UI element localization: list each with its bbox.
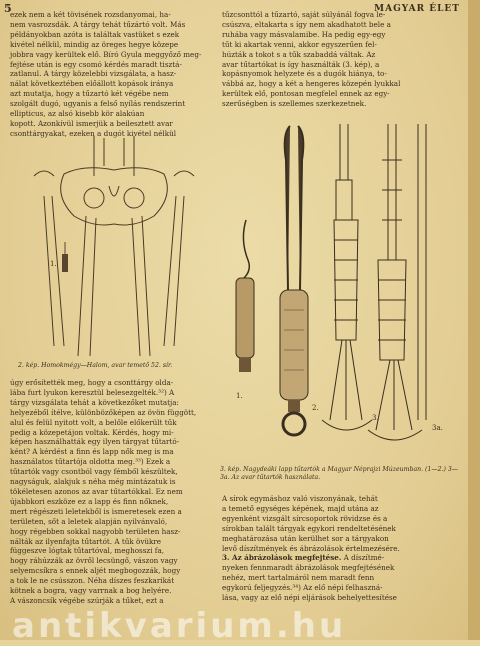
figure-2-mark-label: 1.: [50, 260, 57, 268]
text-column-right-top: [222, 10, 458, 109]
figure-3-needle-cases: [222, 120, 462, 466]
paragraph: úgy erősítették meg, hogy a csonttárgy olda- lába furt lyukon keresztül belesezgelték.³²) A tárgy vizsgálata tehát a következőket mutatja: helyezéből ítélve, különbözőképen az övön függött, alul és felül nyitott volt, a belőle előkerült tűk pedig a közepetájon voltak. Kérdés, hogy mi- képen használhatták egy ilyen tárgyat tűtartó- ként? A kérdést a finn és lapp nők meg is ma használatos tűtartója oldotta meg.³³) Ezek a tűtartók vagy csontból vagy fémből készültek, nagyságuk, alakjuk s néha még mintázatuk is tökéletesen azonos az avar tűtartókkal. Ez nem újabbkori eszköze ez a lapp és finn nőknek, mert régészeti leletekből is ismeretesek ezen a területen, sőt a leletek alapján nyilvánvaló, hogy régebben sokkal nagyobb területen hasz- nálták az ilyenfajta tűtartót. A tűk övükre függeszve lógtak tűtartóval, meghosszi fa, hogy ráhúzzák az övről lecsüngő, vászon vagy selyemcsíkra s ennek aljét megbogozzák, hogy a tok le ne csússzon. Néha díszes feszkarikát kötnek a bogra, vagy varrnak a bog helyére. A vászoncsík végébe szúrják a tűket, ezt a: [10, 378, 197, 605]
section-heading: 3. Az ábrázolások megfejtése.: [222, 553, 342, 563]
needle-case-1: [236, 220, 254, 400]
figure-3-caption: 3. kép. Nagydeáki lapp tűtartók a Magyar Néprajzi Múzeumban. (1—2.) 3—3a. Az avar tűtartók használata.: [220, 466, 458, 481]
text-column-right-bottom: [222, 494, 458, 603]
figure-2-skeleton-drawing: [24, 136, 204, 360]
usage-drawing-3a: [368, 124, 443, 440]
watermark-logo: antikvarium.hu: [12, 606, 347, 646]
svg-text:1.: 1.: [236, 392, 243, 400]
svg-text:2.: 2.: [312, 404, 319, 412]
svg-text:3a.: 3a.: [432, 424, 443, 432]
page-number: 5: [4, 2, 12, 15]
section-text: A díszítmé- nyeken fennmaradt ábrázolások megfejtésének nehéz, mert tartalmáról nem maradt fenn egykorú feljegyzés.³⁴) Az elő népi felhaszná- lása, vagy az elő népi eljárások behelyettesítése: [222, 553, 397, 603]
running-title: MAGYAR ÉLET: [374, 4, 460, 14]
usage-drawing-3: [322, 124, 379, 430]
section-paragraph: [222, 553, 458, 603]
text-column-left-top: [10, 10, 210, 139]
figure-2-caption: 2. kép. Homokmégy—Halom, avar temető 52. sír.: [18, 362, 173, 369]
page-edge: [468, 0, 480, 640]
paragraph: tűzcsonttól a tűzartó, saját súlyánál fogva le- csúszva, eltakarta s így nem akadhatott bele a ruhába vagy másvalamibe. Ha pedig egy-egy tűt ki akartak venni, akkor egyszerűen fel- húzták a tokot s a tűk szabaddá váltak. Az avar tűtartókat is így használták (3. kép), a kopásnyomok helyzete és a dugók hiánya, to- vábbá az, hogy a két a hengeres közepén lyukkal kerültek elő, pontosan megfelel ennek az egy- szerűségben is szellemes szerkezetnek.: [222, 10, 401, 109]
paragraph: A sírok egymáshoz való viszonyának, tehát a temető egységes képének, majd utána az egyenként vizsgált sírcsoportok rövidzse és a sírokban talált tárgyak egykori rendeltetésének meghatározása után kerülhet sor a tárgyakon levő díszítmények és ábrázolások értelmezésére.: [222, 494, 400, 553]
needle-case-2: [280, 126, 319, 435]
svg-text:3.: 3.: [372, 414, 379, 422]
text-column-left-bottom: [10, 378, 210, 606]
paragraph: ezek nem a két tövisének rozsdanyomai, ha- nem vasrozsdák. A tárgy tehát tűzártó volt. Más példányokban azóta is találtak vastüket s ezek kivétel nélkül, mindig az öreges hegye közepe jobbra vagy kerültek elő. Bíró Gyula meggyőző meg- fejtése után is egy csomó kérdés maradt tisztá- zatlanul. A tárgy közelebbi vizsgálata, a hasz- nálat következtében előállott kopások iránya azt mutatja, hogy a tűzartó két végébe nem szolgált dugó, ugyanis a felső nyílás rendszerint ellipticus, az alsó kisebb kör alakúan kopott. Azonkívül ismerjük a beilesztett avar csonttárgyakat, ezeken a dugót kivétel nélkül: [10, 10, 202, 138]
